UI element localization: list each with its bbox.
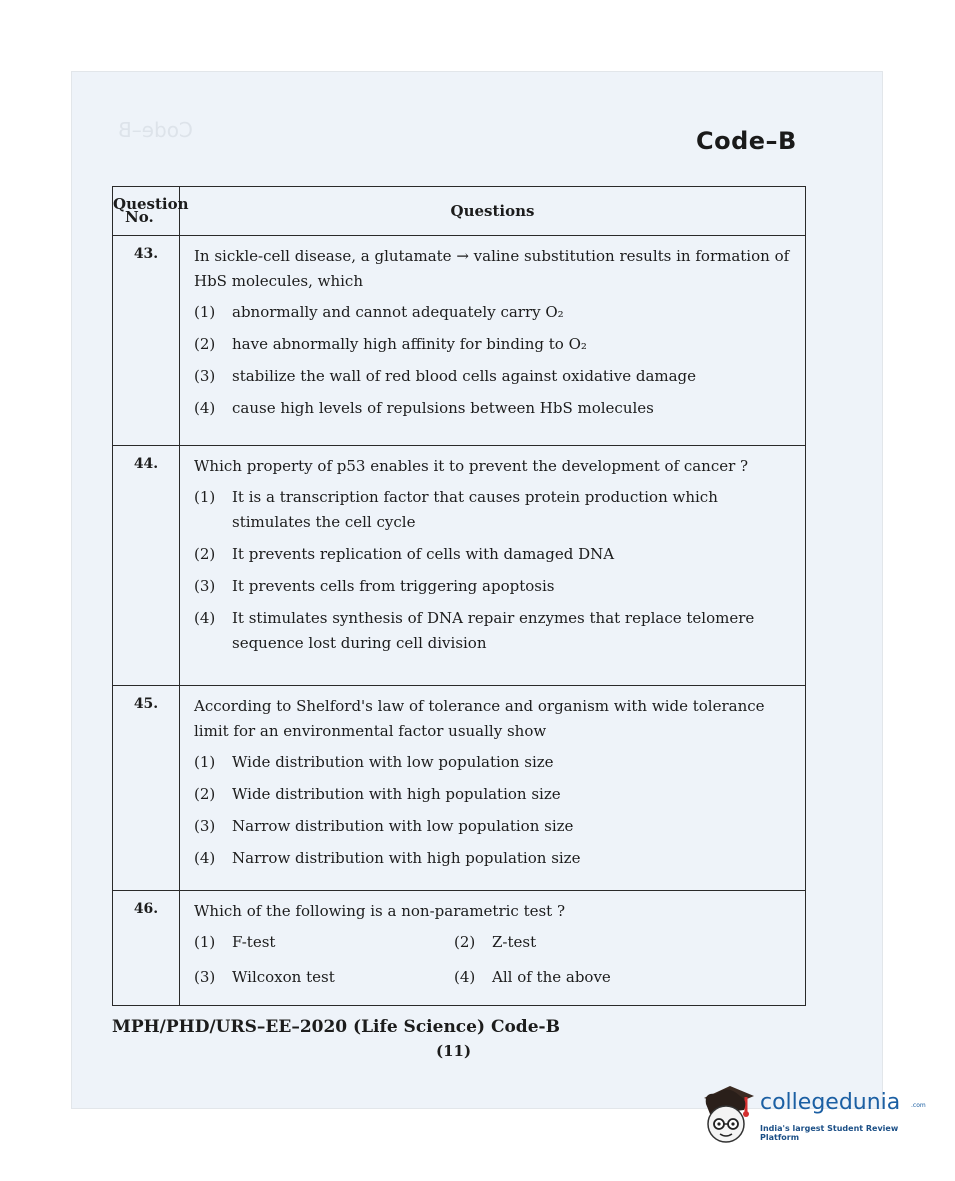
question-row-44 — [113, 446, 806, 686]
collegedunia-watermark — [700, 1080, 930, 1150]
table-header-row — [113, 187, 806, 236]
option-number: (1) — [194, 488, 216, 506]
questions-header: Questions — [180, 187, 806, 236]
option — [194, 574, 799, 599]
option-number: (4) — [194, 609, 216, 627]
option-text: It stimulates synthesis of DNA repair enzymes that replace telomere sequence lost during cell division — [232, 609, 755, 652]
option-number: (2) — [194, 545, 216, 563]
option — [194, 782, 799, 807]
question-number: 46. — [113, 891, 180, 1006]
option — [194, 542, 799, 567]
question-body — [180, 891, 806, 1006]
option — [454, 965, 799, 990]
option-number: (3) — [194, 968, 216, 986]
option — [194, 965, 454, 990]
option-text: Wide distribution with low population size — [232, 753, 554, 771]
question-number-header — [113, 187, 189, 236]
question-stem: According to Shelford's law of tolerance and organism with wide tolerance limit for an environmental factor usually show — [194, 697, 765, 740]
option — [454, 930, 799, 955]
option-number: (1) — [194, 303, 216, 321]
option-text: have abnormally high affinity for binding to O₂ — [232, 335, 587, 353]
question-number: 44. — [113, 446, 180, 686]
question-number: 43. — [113, 236, 180, 446]
option — [194, 364, 799, 389]
question-row-46 — [113, 891, 806, 1006]
option-number: (2) — [454, 933, 476, 951]
option — [194, 750, 799, 775]
option-text: cause high levels of repulsions between HbS molecules — [232, 399, 654, 417]
brand-tagline: India's largest Student Review Platform — [760, 1124, 899, 1142]
option-text: Narrow distribution with low population size — [232, 817, 574, 835]
brand-name: collegedunia — [760, 1090, 901, 1115]
option-text: It prevents cells from triggering apoptosis — [232, 577, 555, 595]
option-number: (2) — [194, 335, 216, 353]
question-body — [180, 236, 806, 446]
question-stem: In sickle-cell disease, a glutamate → valine substitution results in formation of HbS molecules, which — [194, 247, 790, 290]
option-number: (1) — [194, 933, 216, 951]
questions-table — [112, 186, 806, 1006]
brand-suffix: .com — [911, 1102, 926, 1109]
question-stem: Which property of p53 enables it to prevent the development of cancer ? — [194, 457, 749, 475]
option-number: (3) — [194, 367, 216, 385]
option-number: (3) — [194, 577, 216, 595]
option-text: Narrow distribution with high population size — [232, 849, 581, 867]
option-text: F-test — [232, 933, 276, 951]
option-number: (1) — [194, 753, 216, 771]
option — [194, 606, 799, 656]
number-header-line: No. — [125, 208, 154, 226]
option-text: Wide distribution with high population size — [232, 785, 561, 803]
option — [194, 846, 799, 871]
option-number: (2) — [194, 785, 216, 803]
option — [194, 485, 799, 535]
question-row-43 — [113, 236, 806, 446]
option-text: All of the above — [492, 968, 611, 986]
option-number: (4) — [194, 399, 216, 417]
question-body — [180, 686, 806, 891]
option-text: abnormally and cannot adequately carry O₂ — [232, 303, 564, 321]
option-text: Z-test — [492, 933, 537, 951]
page-number: (11) — [436, 1042, 472, 1060]
mascot-logo-icon — [700, 1080, 756, 1150]
option — [194, 396, 799, 421]
option-text: It prevents replication of cells with damaged DNA — [232, 545, 615, 563]
option — [194, 930, 454, 955]
option-text: Wilcoxon test — [232, 968, 335, 986]
question-number: 45. — [113, 686, 180, 891]
option — [194, 300, 799, 325]
question-stem: Which of the following is a non-parametric test ? — [194, 902, 566, 920]
option-text: It is a transcription factor that causes protein production which stimulates the cell cycle — [232, 488, 718, 531]
option — [194, 332, 799, 357]
question-body — [180, 446, 806, 686]
options-grid — [194, 930, 799, 990]
option — [194, 814, 799, 839]
bleed-through-text: Code–B — [118, 118, 193, 142]
exam-footer: MPH/PHD/URS–EE–2020 (Life Science) Code-B — [112, 1017, 560, 1037]
question-row-45 — [113, 686, 806, 891]
option-number: (4) — [454, 968, 476, 986]
question-header-line: Question — [113, 195, 189, 213]
option-number: (4) — [194, 849, 216, 867]
paper-code: Code–B — [696, 127, 797, 155]
option-text: stabilize the wall of red blood cells against oxidative damage — [232, 367, 697, 385]
option-number: (3) — [194, 817, 216, 835]
